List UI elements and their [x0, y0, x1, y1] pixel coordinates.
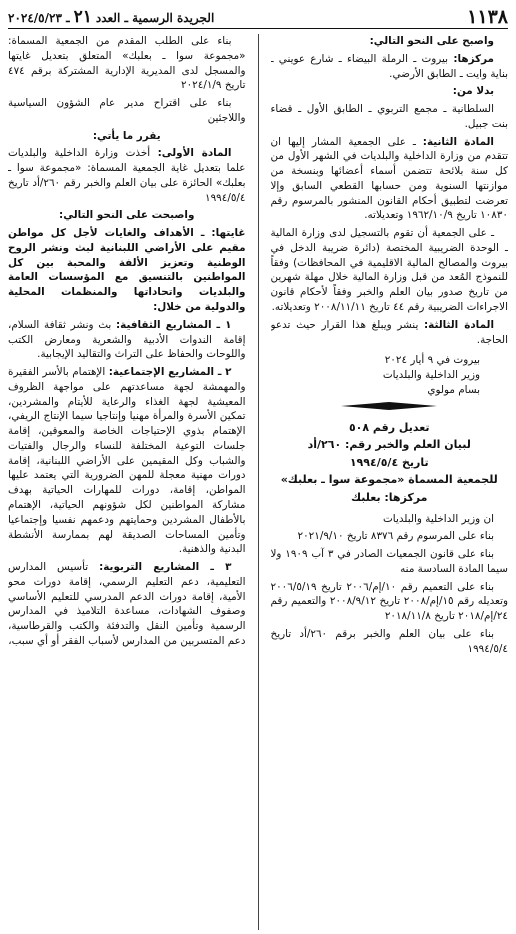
decision-subtitle-2: تاريخ ١٩٩٤/٥/٤ [349, 455, 429, 469]
gazette-title [8, 5, 214, 29]
minister-intro: ان وزير الداخلية والبلديات [383, 512, 494, 525]
became-heading: واصبحت على النحو التالي: [59, 209, 195, 222]
two-columns [8, 34, 508, 930]
recital-notice: بناء على بيان العلم والخبر برقم ٢٦٠/أد تاريخ ١٩٩٤/٥/٤ [270, 628, 508, 655]
right-column [271, 34, 509, 930]
article-one: المادة الأولى: أخذت وزارة الداخلية والبلديات علما بتعديل غاية الجمعية المسماة: «مجموعة سوا ـ بعلبك» الحائزة على بيان العلم والخبر رقم ٢٦٠/أد تاريخ ١٩٩٤/٥/٤ [8, 147, 246, 204]
recital-associations-law: بناء على قانون الجمعيات الصادر في ٣ آب ١٩٠٩ ولا سيما المادة السادسة منه [270, 548, 508, 575]
article-two: المادة الثانية: ـ على الجمعية المشار إليها ان تتقدم من وزارة الداخلية والبلديات في الشهر الأول من كل سنة بلائحة تتضمن أسماء أعضائها وبنسخة من موازنتها السنوية ومن حسابها القطعي السابق وإلا تعرضت لتطبيق أحكام القانون المنشور بالمرسوم رقم ١٠٨٣٠ تاريخ ١٩٦٢/١٠/٩ وتعديلاته. [270, 135, 508, 222]
signature-block [271, 353, 509, 397]
recital-proposal: بناء على اقتراح مدير عام الشؤون السياسية واللاجئين [8, 97, 246, 124]
objectives-paragraph: غايتها: ـ الأهداف والغايات لأجل كل مواطن مقيم على الأراضي اللبنانية لبث ونشر الروح الوطنية وتعزيز الألفة والمحبة بين كل المواطنين بالتنسيق مع المؤسسات العامة والبلديات واتحاداتها والمنظمات المحلية والدولية من خلال: [8, 227, 246, 314]
tax-registration-paragraph: ـ على الجمعية أن تقوم بالتسجيل لدى وزارة المالية ـ الوحدة الضريبية المختصة (دائرة ضريبة الدخل في بيروت والمصالح المالية الاقليمية في المحافظات) وفقاً للنموذج المُعد من قبل وزارة المالية خلال مهلة شهرين من تاريخ صدور بيان العلم والخبر وفقاً لأحكام قانون الاجراءات الضريبية رقم ٤٤ تاريخ ٢٠٠٨/١١/١١ وتعديلاته. [270, 227, 508, 314]
decision-subtitle-4: مركزها: بعلبك [351, 491, 428, 505]
column-divider [258, 34, 259, 930]
instead-of-heading: بدلا من: [452, 85, 494, 98]
gazette-name: الجريدة الرسمية ـ العدد [95, 10, 215, 25]
section-separator [341, 406, 437, 410]
recital-circulars: بناء على التعميم رقم ١٠/إم/٢٠٠٦ تاريخ ٢٠٠٦/٥/١٩ وتعديله رقم ١٥/إم/٢٠٠٨ تاريخ ٢٠٠٨/٩/١٢ والتعميم رقم ٢٤/إم/٢٠١٨ تاريخ ٢٠١٨/١١/٨ [270, 580, 508, 623]
recital-decree: بناء على المرسوم رقم ٨٣٧٦ تاريخ ٢٠٢١/٩/١٠ [297, 530, 494, 543]
decides-heading: يقرر ما يأتي: [92, 129, 161, 142]
educational-projects: ٣ ـ المشاريع التربوية: تأسيس المدارس التعليمية، دعم التعليم الرسمي، إقامة دورات محو الأمية، إقامة دورات الدعم المدرسي للتعليم الأساسي وصفوف الشهادات، مساعدة التلاميذ في المدارس الرسمية وتأمين النقل والتدفئة والكتب والقرطاسية، دعم المتسربين من المدارس لأسباب الفقر أو أي سبب، [8, 561, 246, 647]
signature-place-date: بيروت في ٩ أيار ٢٠٢٤ [384, 354, 480, 367]
signature-name: بسام مولوي [427, 383, 480, 396]
issue-date: ـ ٢٠٢٤/٥/٢٣ [8, 10, 70, 25]
headquarters-new: مركزها: بيروت ـ الرملة البيضاء ـ شارع عويني ـ بناية وايت ـ الطابق الأرضي. [270, 52, 508, 80]
page-number: ١١٣٨ [467, 5, 508, 28]
signature-title: وزير الداخلية والبلديات [382, 369, 480, 382]
page-header [8, 6, 508, 29]
headquarters-old: السلطانية ـ مجمع التربوي ـ الطابق الأول ـ قضاء بنت جبيل. [270, 103, 508, 130]
new-form-heading: واصبح على النحو التالي: [369, 35, 494, 47]
issue-number: ٢١ [73, 6, 92, 27]
cultural-projects: ١ ـ المشاريع الثقافية: بث ونشر ثقافة السلام، إقامة الندوات الأدبية والشعرية ومعارض الكتب واللوحات والحفاظ على التراث والتقاليد الإيجابية. [8, 318, 246, 361]
article-three: المادة الثالثة: ينشر ويبلغ هذا القرار حيث تدعو الحاجة. [270, 318, 508, 346]
social-projects: ٢ ـ المشاريع الإجتماعية: الإهتمام بالأسر الفقيرة والمهمشة لجهة مساعدتهم على مواجهة الظروف المعيشية لجهة الغذاء والرعاية للأيتام والمشردين، تمكين الأسرة والمرأة مهنيا وإنتاجيا سيما الإنتاج الريفي، الإهتمام بذوي الإحتياجات الخاصة والمعوقين، إقامة جلسات التوعية المختلفة للنساء والرجال والفتيات والشباب وكل المقيمين على الأراضي اللبنانية، إقامة دورات مهنية معجلة للمهن الضرورية التي يعتمد عليها المواطن، إقامة، دورات للمهارات الحياتية بهدف مشاركة المواطنين لكل شؤونهم الحياتية، الإهتمام بالأطفال المشردين وحمايتهم ودعمهم نفسيا وإجتماعيا وتأمين المساحات الصديقة لهم بممارسة الأنشطة البدنية والذهنية. [8, 366, 246, 556]
decision-subtitle-3: للجمعية المسماة «مجموعة سوا ـ بعلبك» [280, 473, 498, 487]
decision-title: تعديل رقم ٥٠٨ [348, 420, 430, 434]
left-column [8, 34, 246, 930]
recital-request: بناء على الطلب المقدم من الجمعية المسماة: «مجموعة سوا ـ بعلبك» المتعلق بتعديل غايتها والمسجل لدى المديرية الإدارية المشتركة برقم ٤٧٤ تاريخ ٢٠٢٤/١/٩ [8, 35, 246, 92]
decision-subtitle-1: لبيان العلم والخبر رقم: ٢٦٠/أد [307, 438, 471, 452]
